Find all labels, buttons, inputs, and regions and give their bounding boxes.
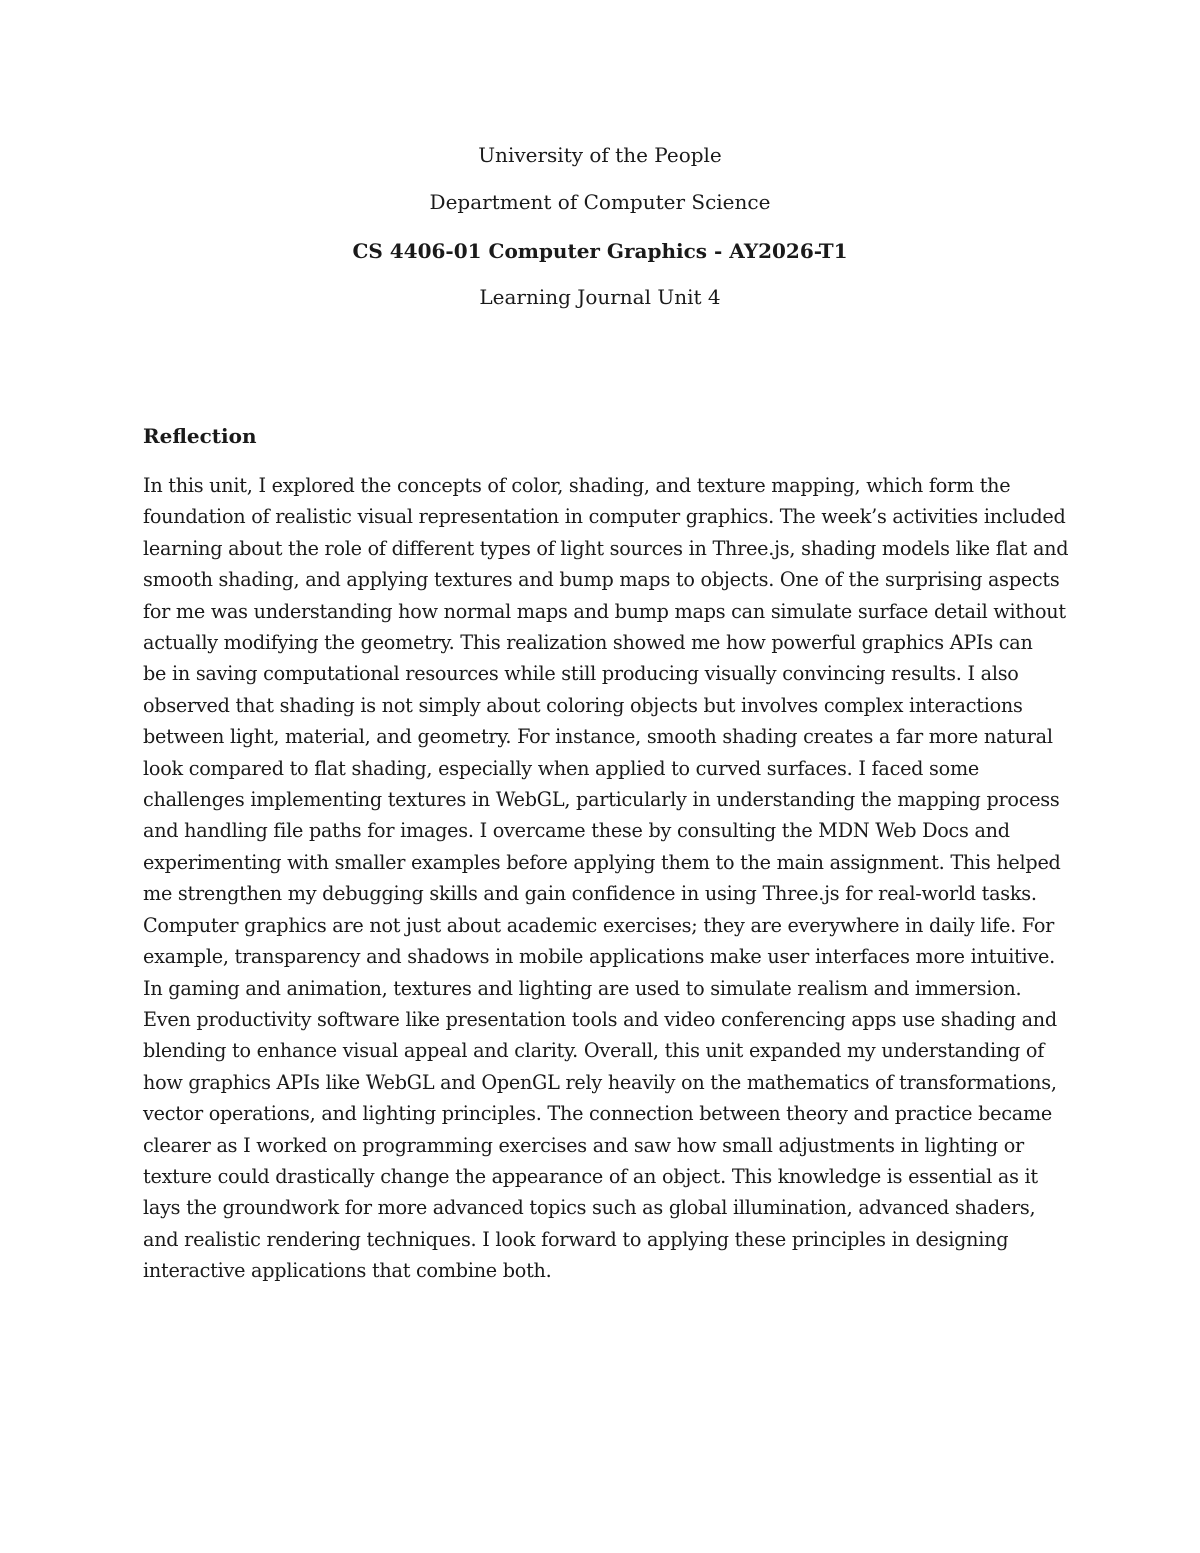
body-line: blending to enhance visual appeal and clarity. Overall, this unit expanded my understanding of: [143, 1039, 1045, 1063]
university-name: University of the People: [478, 143, 722, 167]
body-line: smooth shading, and applying textures and bump maps to objects. One of the surprising aspects: [143, 568, 1060, 592]
body-line: observed that shading is not simply about coloring objects but involves complex interactions: [143, 693, 1023, 717]
body-line: me strengthen my debugging skills and gain confidence in using Three.js for real-world tasks.: [143, 882, 1037, 906]
body-line: and handling file paths for images. I overcame these by consulting the MDN Web Docs and: [143, 819, 1010, 843]
body-line: be in saving computational resources while still producing visually convincing results. I also: [143, 662, 1019, 686]
body-line: example, transparency and shadows in mobile applications make user interfaces more intuitive.: [143, 945, 1055, 969]
course-title: CS 4406-01 Computer Graphics - AY2026-T1: [352, 239, 848, 263]
body-line: foundation of realistic visual representation in computer graphics. The week’s activities included: [143, 505, 1066, 529]
body-line: In gaming and animation, textures and lighting are used to simulate realism and immersion.: [143, 976, 1022, 1000]
body-line: In this unit, I explored the concepts of color, shading, and texture mapping, which form the: [143, 474, 1011, 497]
body-line: lays the groundwork for more advanced topics such as global illumination, advanced shaders,: [143, 1196, 1036, 1220]
reflection-body: [143, 470, 1073, 1287]
body-line: experimenting with smaller examples before applying them to the main assignment. This helped: [143, 850, 1061, 874]
body-line: challenges implementing textures in WebGL, particularly in understanding the mapping process: [143, 788, 1060, 812]
body-line: how graphics APIs like WebGL and OpenGL rely heavily on the mathematics of transformations,: [143, 1070, 1057, 1094]
body-line: Even productivity software like presentation tools and video conferencing apps use shading and: [143, 1007, 1057, 1031]
assignment-title: Learning Journal Unit 4: [479, 285, 721, 309]
body-line: learning about the role of different types of light sources in Three.js, shading models like flat and: [143, 536, 1069, 560]
body-line: Computer graphics are not just about academic exercises; they are everywhere in daily life. For: [143, 913, 1055, 937]
body-line: clearer as I worked on programming exercises and saw how small adjustments in lighting or: [143, 1133, 1024, 1157]
body-line: interactive applications that combine both.: [143, 1259, 552, 1283]
body-line: and realistic rendering techniques. I look forward to applying these principles in designing: [143, 1227, 1009, 1251]
body-line: between light, material, and geometry. For instance, smooth shading creates a far more natural: [143, 725, 1053, 749]
body-line: look compared to flat shading, especially when applied to curved surfaces. I faced some: [143, 756, 980, 780]
body-line: vector operations, and lighting principles. The connection between theory and practice became: [143, 1102, 1053, 1126]
department-name: Department of Computer Science: [429, 190, 771, 214]
section-heading: Reflection: [143, 424, 257, 448]
body-line: actually modifying the geometry. This realization showed me how powerful graphics APIs can: [143, 631, 1033, 655]
body-line: texture could drastically change the appearance of an object. This knowledge is essential as it: [143, 1164, 1038, 1188]
body-line: for me was understanding how normal maps and bump maps can simulate surface detail without: [143, 599, 1066, 623]
